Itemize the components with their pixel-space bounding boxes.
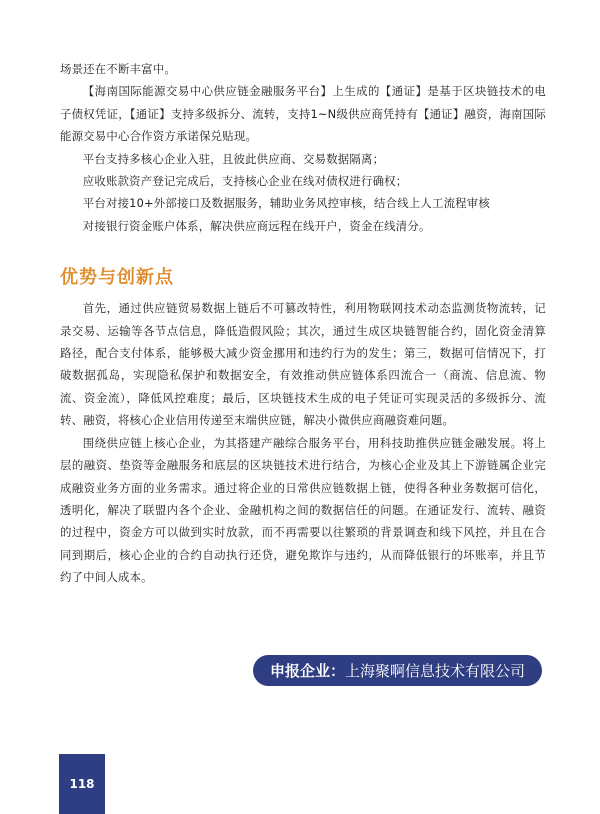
page-content bbox=[60, 58, 546, 589]
intro-line: 场景还在不断丰富中。 bbox=[60, 62, 176, 76]
company-name: 上海聚啊信息技术有限公司 bbox=[345, 662, 526, 680]
bullet-item: 平台对接10+外部接口及数据服务，辅助业务风控审核，结合线上人工流程审核 bbox=[82, 196, 490, 211]
platform-paragraph: 【海南国际能源交易中心供应链金融服务平台】上生成的【通证】是基于区块链技术的电子债权凭证，【通证】支持多级拆分、流转，支持1~N级供应商凭持有【通证】融资，海南国际能源交易中心合作资方承诺保兑贴现。 bbox=[60, 84, 546, 144]
section-title: 优势与创新点 bbox=[60, 267, 174, 289]
bullet-item: 对接银行资金账户体系，解决供应商远程在线开户，资金在线清分。 bbox=[82, 218, 431, 233]
bullet-item: 应收账款资产登记完成后，支持核心企业在线对债权进行确权； bbox=[82, 174, 408, 189]
advantage-paragraph: 围绕供应链上核心企业，为其搭建产融综合服务平台，用科技助推供应链金融发展。将上层的融资、垫资等金融服务和底层的区块链技术进行结合，为核心企业及其上下游链属企业完成融资业务方面的业务需求。通过将企业的日常供应链数据上链，使得各种业务数据可信化，透明化，解决了联盟内各个企业、金融机构之间的数据信任的问题。在通证发行、流转、融资的过程中，资金方可以做到实时放款，而不再需要以往繁琐的背景调查和线下风控，并且在合同到期后，核心企业的合约自动执行还贷，避免欺诈与违约，从而降低银行的坏账率，并且节约了中间人成本。 bbox=[60, 435, 546, 585]
company-badge bbox=[253, 655, 542, 686]
company-label: 申报企业： bbox=[269, 662, 345, 680]
advantage-paragraph: 首先，通过供应链贸易数据上链后不可篡改特性，利用物联网技术动态监测货物流转，记录交易、运输等各节点信息，降低造假风险；其次，通过生成区块链智能合约，固化资金清算路径，配合支付体系，能够极大减少资金挪用和违约行为的发生；第三，数据可信情况下，打破数据孤岛，实现隐私保护和数据安全，有效推动供应链体系四流合一（商流、信息流、物流、资金流），降低风控难度；最后，区块链技术生成的电子凭证可实现灵活的多级拆分、流转、融资，将核心企业信用传递至末端供应链，解决小微供应商融资难问题。 bbox=[60, 301, 546, 428]
bullet-item: 平台支持多核心企业入驻，且彼此供应商、交易数据隔离； bbox=[82, 151, 385, 166]
page-number: 118 bbox=[59, 754, 105, 814]
